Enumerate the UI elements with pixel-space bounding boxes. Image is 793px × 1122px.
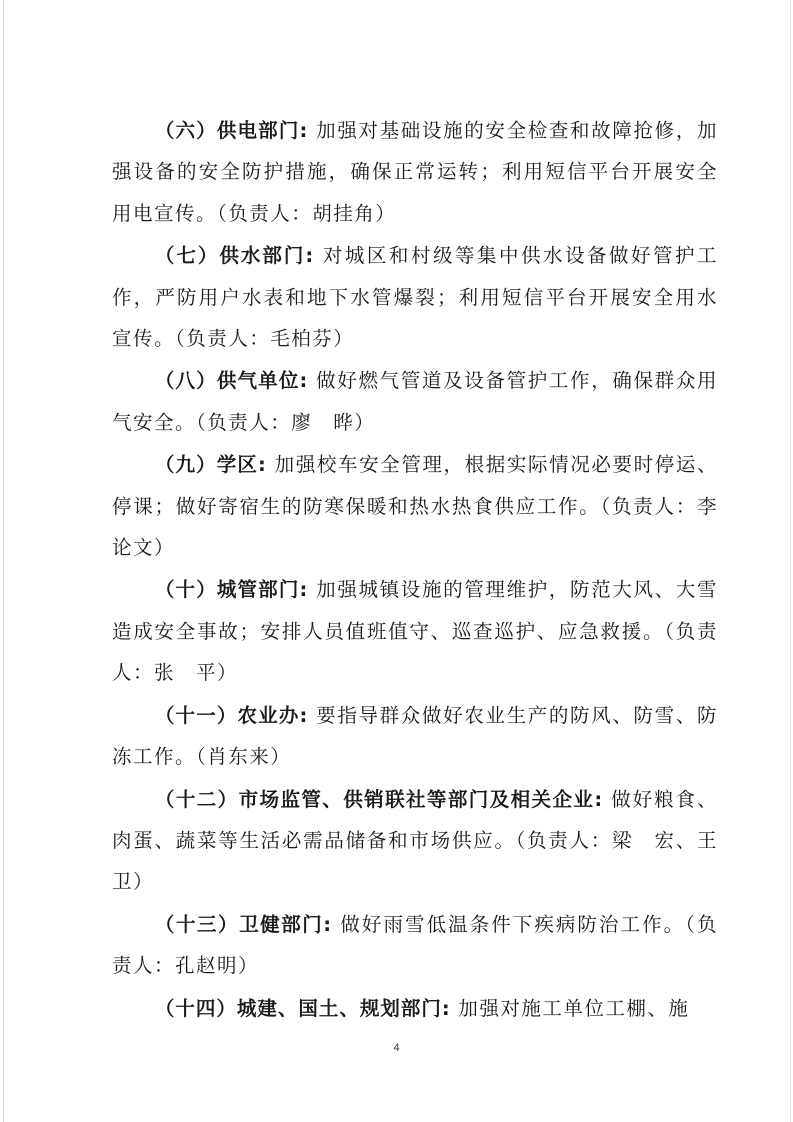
paragraph-text: 加强校车安全管理，根据实际情况必要时停运、停课；做好寄宿生的防寒保暖和热水热食供应工作。（负责人：李论文）: [112, 453, 718, 560]
scan-edge-right: [790, 0, 791, 1122]
paragraph-text: 加强对施工单位工棚、施: [458, 996, 690, 1020]
paragraph-text: 做好雨雪低温条件下疾病防治工作。（负责人：孔赵明）: [112, 912, 718, 978]
paragraph-agriculture: [112, 695, 718, 778]
paragraph-text: 做好燃气管道及设备管护工作，确保群众用气安全。（负责人：廖 晔）: [112, 369, 718, 434]
scan-edge-left: [3, 0, 4, 1122]
paragraph-heading: （九）学区:: [154, 453, 267, 477]
paragraph-text: 要指导群众做好农业生产的防风、防雪、防冻工作。（肖东来）: [112, 703, 718, 769]
paragraph-construction: [112, 988, 718, 1029]
page-number: 4: [393, 1042, 400, 1054]
document-body: [112, 110, 740, 1030]
paragraph-gas: [112, 360, 718, 443]
paragraph-heading: （十一）农业办:: [154, 703, 309, 727]
paragraph-text: 对城区和村级等集中供水设备做好管护工作，严防用户水表和地下水管爆裂；利用短信平台开展安全用水宣传。（负责人：毛柏芬）: [112, 244, 718, 351]
paragraph-heading: （十四）城建、国土、规划部门:: [154, 996, 451, 1020]
paragraph-health: [112, 904, 718, 987]
paragraph-school: [112, 444, 718, 568]
paragraph-text: 加强对基础设施的安全检查和故障抢修，加强设备的安全防护措施，确保正常运转；利用短信平台开展安全用电宣传。（负责人：胡挂角）: [112, 119, 718, 225]
paragraph-text: 加强城镇设施的管理维护，防范大风、大雪造成安全事故；安排人员值班值守、巡查巡护、应急救援。（负责人：张 平）: [112, 578, 718, 685]
paragraph-heading: （六）供电部门:: [154, 119, 309, 142]
paragraph-urban-management: [112, 569, 718, 693]
paragraph-heading: （八）供气单位:: [154, 369, 309, 393]
paragraph-text: 做好粮食、肉蛋、蔬菜等生活必需品储备和市场供应。（负责人：梁 宏、王 卫）: [112, 787, 740, 894]
paragraph-heading: （七）供水部门:: [154, 244, 315, 268]
paragraph-market: [112, 779, 740, 903]
paragraph-heading: （十二）市场监管、供销联社等部门及相关企业:: [154, 787, 604, 811]
paragraph-power: [112, 110, 718, 234]
paragraph-heading: （十三）卫健部门:: [154, 912, 333, 936]
paragraph-water: [112, 235, 718, 359]
paragraph-heading: （十）城管部门:: [154, 578, 309, 602]
